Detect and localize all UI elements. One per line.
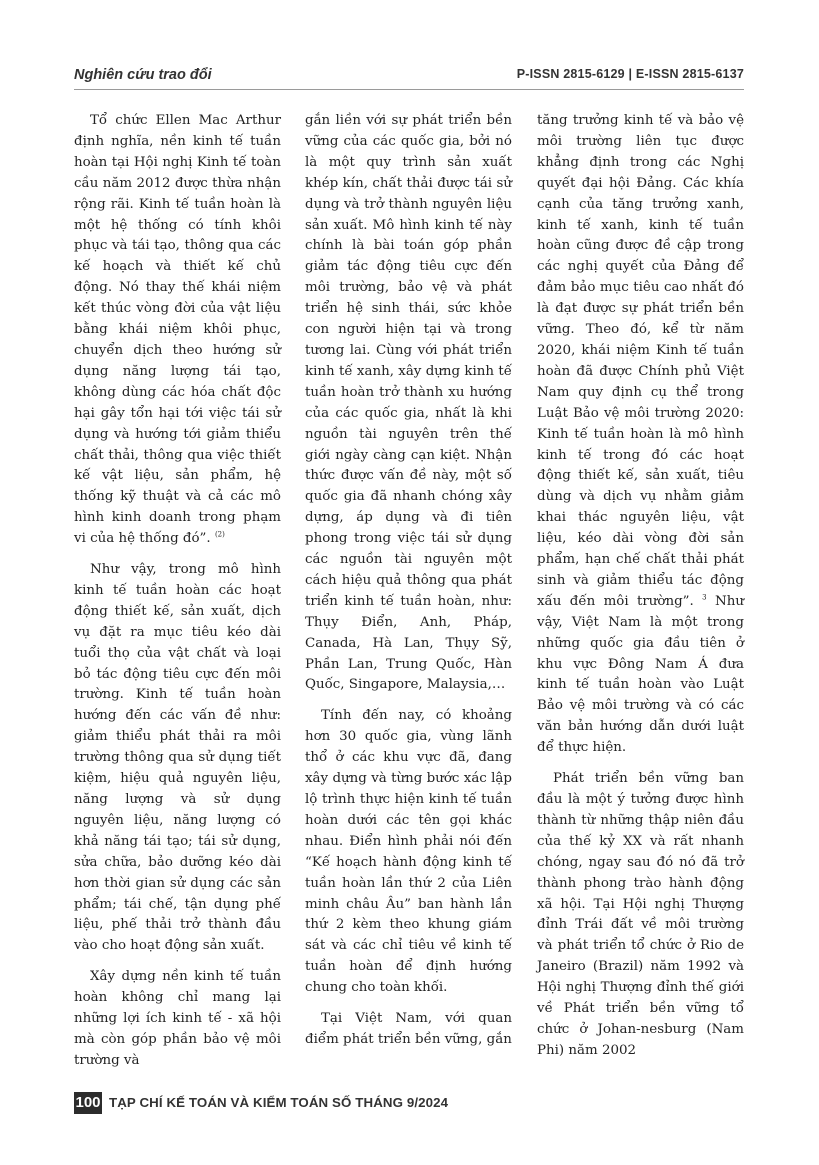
footnote-ref: (2) xyxy=(214,530,225,539)
running-header xyxy=(74,66,744,88)
paragraph: Tại Việt Nam, với quan điểm phát triển bền vững, gắn xyxy=(305,1011,512,1047)
page-number: 100 xyxy=(74,1092,102,1114)
paragraph: tăng trưởng kinh tế và bảo vệ môi trường liên tục được khẳng định trong các Nghị quyết đại hội Đảng. Các khía cạnh của tăng trưởng xanh, kinh tế xanh, kinh tế tuần hoàn cũng được đề cập trong các nghị quyết của Đảng để đảm bảo mục tiêu cao nhất đó là đạt được sự phát triển bền vững. Theo đó, kể từ năm 2020, khái niệm Kinh tế tuần hoàn đã được Chính phủ Việt Nam quy định cụ thể trong Luật Bảo vệ môi trường 2020: Kinh tế tuần hoàn là mô hình kinh tế trong đó các hoạt động thiết kế, sản xuất, tiêu dùng và dịch vụ nhằm giảm khai thác nguyên liệu, vật liệu, kéo dài vòng đời sản phẩm, hạn chế chất thải phát sinh và giảm thiểu tác động xấu đến môi trường”. $^3$ Như vậy, Việt Nam là một trong những quốc gia đầu tiên ở khu vực Đông Nam Á đưa kinh tế tuần hoàn vào Luật Bảo vệ môi trường và có các văn bản hướng dẫn dưới luật để thực hiện. xyxy=(537,113,744,756)
paragraph: Tính đến nay, có khoảng hơn 30 quốc gia, vùng lãnh thổ ở các khu vực đã, đang xây dựng và từng bước xác lập lộ trình thực hiện kinh tế tuần hoàn dưới các tên gọi khác nhau. Điển hình phải nói đến “Kế hoạch hành động kinh tế tuần hoàn lần thứ 2 của Liên minh châu Âu” ban hành lần thứ 2 kèm theo khung giám sát và các chỉ tiêu về kinh tế tuần hoàn để định hướng chung cho toàn khối. xyxy=(305,708,512,996)
text-column-3 xyxy=(537,111,744,1062)
issn-label: P-ISSN 2815-6129 | E-ISSN 2815-6137 xyxy=(516,67,744,81)
header-divider xyxy=(74,89,744,90)
paragraph: Tổ chức Ellen Mac Arthur định nghĩa, nền kinh tế tuần hoàn tại Hội nghị Kinh tế toàn cầu năm 2012 được thừa nhận rộng rãi. Kinh tế tuần hoàn là một hệ thống có tính khôi phục và tái tạo, thông qua các kế hoạch và thiết kế chủ động. Nó thay thế khái niệm kết thúc vòng đời của vật liệu bằng khái niệm khôi phục, chuyển dịch theo hướng sử dụng năng lượng tái tạo, không dùng các hóa chất độc hại gây tổn hại tới việc tái sử dụng và hướng tới giảm thiểu chất thải, thông qua việc thiết kế vật liệu, sản phẩm, hệ thống kỹ thuật và cả các mô hình kinh doanh trong phạm vi của hệ thống đó”. $^{(2)}$ xyxy=(74,113,281,547)
paragraph: Phát triển bền vững ban đầu là một ý tưởng được hình thành từ những thập niên đầu của thế kỷ XX và rất nhanh chóng, ngay sau đó nó đã trở thành phong trào hành động xã hội. Tại Hội nghị Thượng đỉnh Trái đất về môi trường và phát triển tổ chức ở Rio de Janeiro (Brazil) năm 1992 và Hội nghị Thượng đỉnh thế giới về Phát triển bền vững tổ chức ở Johan-nesburg (Nam Phi) năm 2002 xyxy=(537,771,744,1058)
paragraph: Xây dựng nền kinh tế tuần hoàn không chỉ mang lại những lợi ích kinh tế - xã hội mà còn góp phần bảo vệ môi trường và xyxy=(74,969,281,1068)
footnote-ref: 3 xyxy=(702,593,707,602)
journal-title: TẠP CHÍ KẾ TOÁN VÀ KIỂM TOÁN SỐ THÁNG 9/2024 xyxy=(109,1095,449,1110)
text-column-1 xyxy=(74,111,281,1072)
paragraph: gắn liền với sự phát triển bền vững của các quốc gia, bởi nó là một quy trình sản xuất khép kín, chất thải được tái sử dụng và trở thành nguyên liệu sản xuất. Mô hình kinh tế này chính là bài toán góp phần giảm tác động tiêu cực đến môi trường, bảo vệ và phát triển hệ sinh thái, sức khỏe con người hiện tại và trong tương lai. Cùng với phát triển kinh tế xanh, xây dựng kinh tế tuần hoàn trở thành xu hướng của các quốc gia, nhất là khi nguồn tài nguyên trên thế giới ngày càng cạn kiệt. Nhận thức được vấn đề này, một số quốc gia đã nhanh chóng xây dựng, áp dụng và đi tiên phong trong việc tái sử dụng các nguồn tài nguyên một cách hiệu quả thông qua phát triển kinh tế tuần hoàn, như: Thụy Điển, Anh, Pháp, Canada, Hà Lan, Thụy Sỹ, Phần Lan, Trung Quốc, Hàn Quốc, Singapore, Malaysia,… xyxy=(305,113,512,693)
page-footer xyxy=(74,1092,744,1116)
paragraph: Như vậy, trong mô hình kinh tế tuần hoàn các hoạt động thiết kế, sản xuất, dịch vụ đặt ra mục tiêu kéo dài tuổi thọ của vật chất và loại bỏ tác động tiêu cực đến môi trường. Kinh tế tuần hoàn hướng đến các vấn đề như: giảm thiểu phát thải ra môi trường thông qua sử dụng tiết kiệm, hiệu quả nguyên liệu, năng lượng và sử dụng nguyên liệu, năng lượng có khả năng tái tạo; tái sử dụng, sửa chữa, bảo dưỡng kéo dài hơn thời gian sử dụng các sản phẩm; tái chế, tận dụng phế liệu, phế thải trở thành đầu vào cho hoạt động sản xuất. xyxy=(74,562,281,954)
section-title: Nghiên cứu trao đổi xyxy=(74,67,212,83)
text-column-2 xyxy=(305,111,512,1051)
